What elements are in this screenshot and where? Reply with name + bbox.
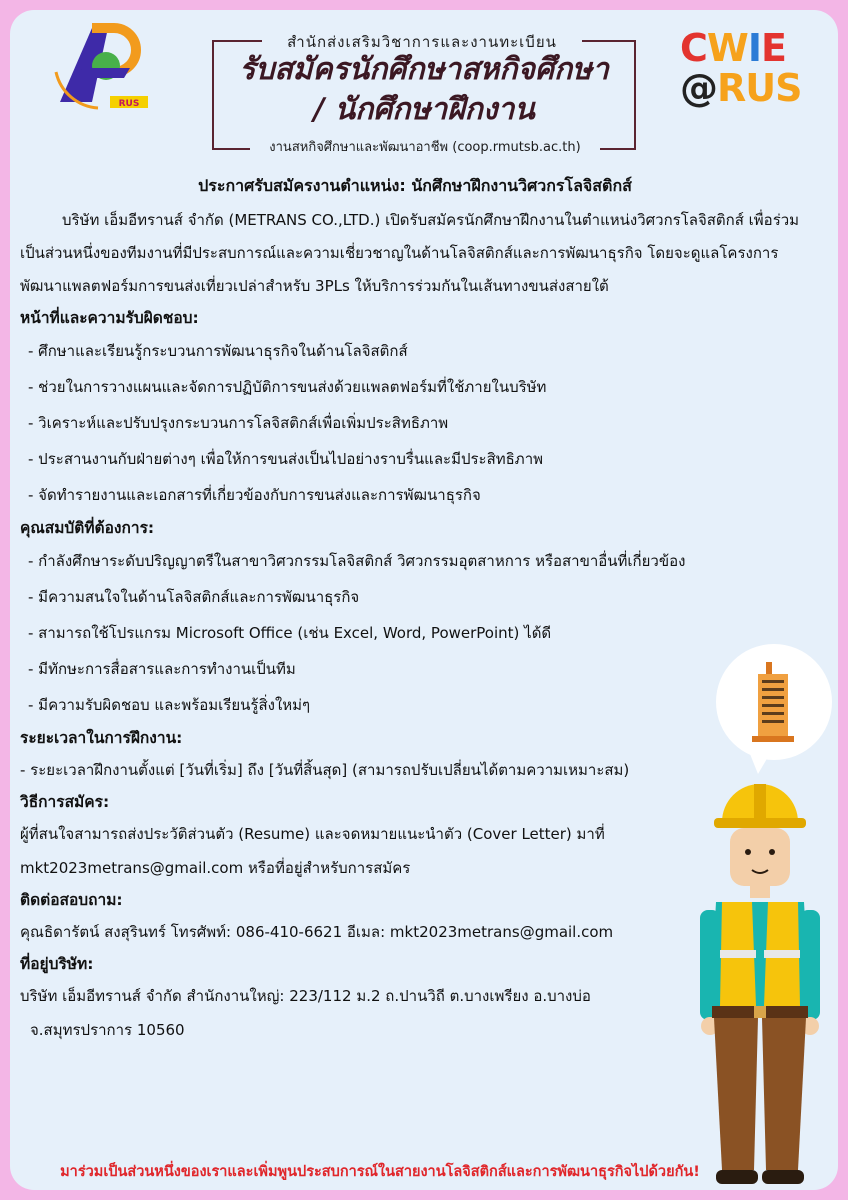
- announcement-body: [20, 172, 810, 1047]
- address-line-2: จ.สมุทรปราการ 10560: [30, 1021, 185, 1039]
- list-item: - วิเคราะห์และปรับปรุงกระบวนการโลจิสติกส์เพื่อเพิ่มประสิทธิภาพ: [28, 414, 449, 432]
- agency-name: สำนักส่งเสริมวิชาการและงานทะเบียน: [262, 30, 582, 52]
- apply-line-1: ผู้ที่สนใจสามารถส่งประวัติส่วนตัว (Resume) และจดหมายแนะนำตัว (Cover Letter) มาที่: [20, 825, 605, 843]
- duration-text: - ระยะเวลาฝึกงานตั้งแต่ [วันที่เริ่ม] ถึง [วันที่สิ้นสุด] (สามารถปรับเปลี่ยนได้ตามความเหมาะสม): [20, 761, 630, 779]
- page-title: [212, 50, 636, 130]
- list-item: - กำลังศึกษาระดับปริญญาตรีในสาขาวิศวกรรมโลจิสติกส์ วิศวกรรมอุตสาหการ หรือสาขาอื่นที่เกี่ยวข้อง: [28, 552, 686, 570]
- list-item: - ศึกษาและเรียนรู้กระบวนการพัฒนาธุรกิจในด้านโลจิสติกส์: [28, 342, 408, 360]
- cwie-text: CWIE: [680, 26, 786, 70]
- duties-title: หน้าที่และความรับผิดชอบ:: [20, 309, 199, 327]
- job-headline: ประกาศรับสมัครงานตำแหน่ง: นักศึกษาฝึกงานวิศวกรโลจิสติกส์: [198, 176, 632, 195]
- worker-illustration: [700, 770, 820, 1190]
- title-line-1: รับสมัครนักศึกษาสหกิจศึกษา: [239, 52, 609, 87]
- list-item: - มีความสนใจในด้านโลจิสติกส์และการพัฒนาธุรกิจ: [28, 588, 360, 606]
- construction-worker-icon: [700, 770, 820, 1190]
- qualifications-list: [20, 543, 810, 723]
- address-title: ที่อยู่บริษัท:: [20, 955, 94, 973]
- list-item: - มีทักษะการสื่อสารและการทำงานเป็นทีม: [28, 660, 296, 678]
- contact-title: ติดต่อสอบถาม:: [20, 891, 123, 909]
- list-item: - จัดทำรายงานและเอกสารที่เกี่ยวข้องกับการขนส่งและการพัฒนาธุรกิจ: [28, 486, 481, 504]
- speech-bubble: [706, 640, 842, 776]
- duration-title: ระยะเวลาในการฝึกงาน:: [20, 729, 183, 747]
- academic-support-logo: [52, 22, 152, 110]
- list-item: - ประสานงานกับฝ่ายต่างๆ เพื่อให้การขนส่งเป็นไปอย่างราบรื่นและมีประสิทธิภาพ: [28, 450, 544, 468]
- cwie-rus-logo: [680, 28, 810, 108]
- svg-text:RUS: RUS: [118, 99, 140, 109]
- address-line-1: บริษัท เอ็มอีทรานส์ จำกัด สำนักงานใหญ่: 223/112 ม.2 ถ.ปานวิถี ต.บางเพรียง อ.บางบ่อ: [20, 987, 591, 1005]
- building-icon: [706, 640, 842, 776]
- subtitle: งานสหกิจศึกษาและพัฒนาอาชีพ (coop.rmutsb.ac.th): [250, 136, 600, 156]
- qualifications-title: คุณสมบัติที่ต้องการ:: [20, 519, 155, 537]
- intro-paragraph: บริษัท เอ็มอีทรานส์ จำกัด (METRANS CO.,LTD.) เปิดรับสมัครนักศึกษาฝึกงานในตำแหน่งวิศวกรโลจิสติกส์ เพื่อร่วมเป็นส่วนหนึ่งของทีมงานที่มีประสบการณ์และความเชี่ยวชาญในด้านโลจิสติกส์และการพัฒนาธุรกิจ โดยจะดูแลโครงการพัฒนาแพลตฟอร์มการขนส่งเที่ยวเปล่าสำหรับ 3PLs ให้บริการร่วมกันในเส้นทางขนส่งสายใต้: [20, 211, 800, 295]
- apply-title: วิธีการสมัคร:: [20, 793, 110, 811]
- rus-text: @RUS: [680, 66, 802, 110]
- list-item: - มีความรับผิดชอบ และพร้อมเรียนรู้สิ่งใหม่ๆ: [28, 696, 311, 714]
- duties-list: [20, 333, 810, 513]
- footer-slogan: มาร่วมเป็นส่วนหนึ่งของเราและเพิ่มพูนประสบการณ์ในสายงานโลจิสติกส์และการพัฒนาธุรกิจไปด้วยกัน!: [60, 1164, 700, 1180]
- ar-logo-icon: [52, 22, 152, 110]
- list-item: - สามารถใช้โปรแกรม Microsoft Office (เช่น Excel, Word, PowerPoint) ได้ดี: [28, 624, 552, 642]
- list-item: - ช่วยในการวางแผนและจัดการปฏิบัติการขนส่งด้วยแพลตฟอร์มที่ใช้ภายในบริษัท: [28, 378, 547, 396]
- title-line-2: / นักศึกษาฝึกงาน: [313, 92, 535, 127]
- apply-line-2: mkt2023metrans@gmail.com หรือที่อยู่สำหรับการสมัคร: [20, 859, 411, 877]
- contact-text: คุณธิดารัตน์ สงสุรินทร์ โทรศัพท์: 086-410-6621 อีเมล: mkt2023metrans@gmail.com: [20, 923, 614, 941]
